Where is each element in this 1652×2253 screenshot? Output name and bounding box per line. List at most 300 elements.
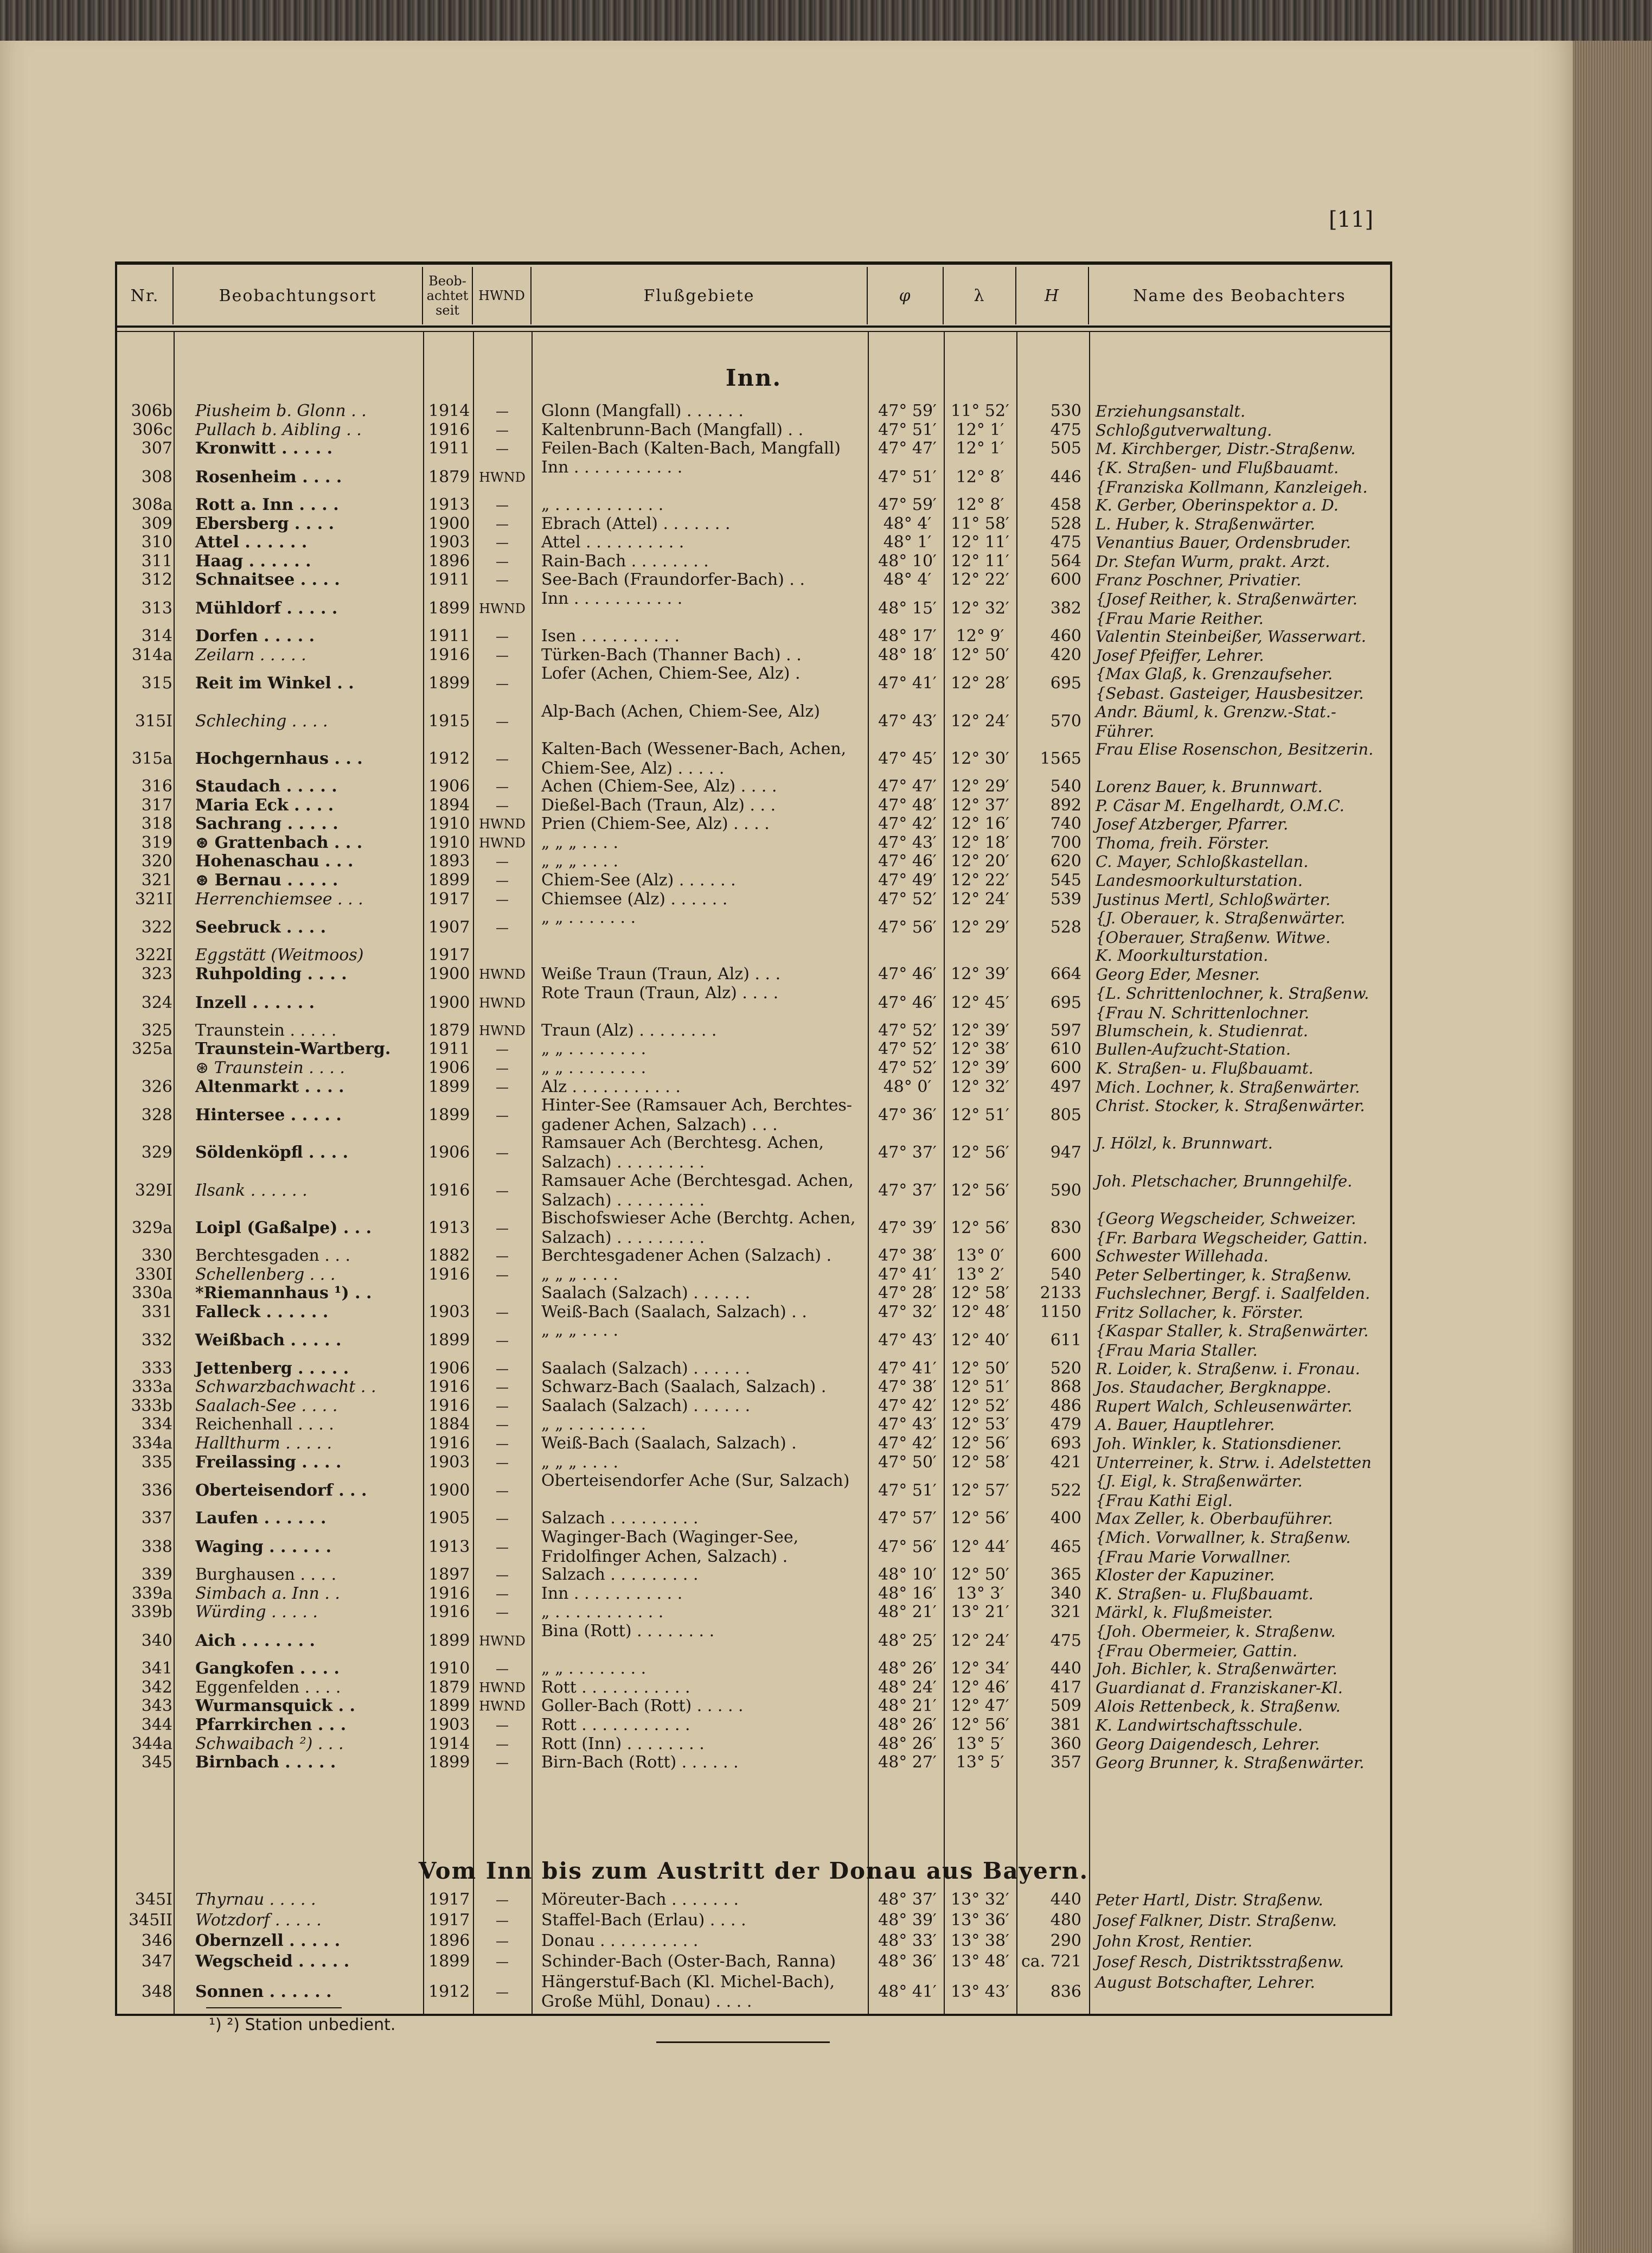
station-place: Dorfen . . . . . [195, 627, 315, 646]
header-rule [115, 325, 1392, 328]
observed-since: 1903 [428, 1715, 470, 1734]
river-basin: Weiß-Bach (Saalach, Salzach) . [541, 1434, 797, 1453]
observed-since: 1899 [428, 674, 470, 693]
latitude: 47° 45′ [878, 749, 937, 768]
station-number: 315a [131, 749, 172, 768]
station-place: Pfarrkirchen . . . [195, 1715, 347, 1734]
longitude: 12° 20′ [951, 852, 1009, 871]
latitude: 47° 32′ [878, 1302, 937, 1322]
longitude: 12° 52′ [951, 1396, 1009, 1415]
elevation: 446 [1050, 467, 1081, 487]
observer-name: J. Hölzl, k. Brunnwart. [1096, 1134, 1273, 1153]
elevation: 610 [1050, 1039, 1081, 1059]
observer-name: Fuchslechner, Bergf. i. Saalfelden. [1096, 1284, 1371, 1303]
river-basin: Salzach . . . . . . . . . [541, 1565, 699, 1585]
observed-since: 1899 [428, 599, 470, 618]
observer-name: {J. Oberauer, k. Straßenwärter. [1096, 909, 1346, 928]
station-number: 323 [141, 965, 172, 984]
observed-since: 1916 [428, 1265, 470, 1284]
observer-name: Joh. Winkler, k. Stationsdiener. [1096, 1434, 1342, 1453]
observer-name: {Josef Reither, k. Straßenwärter. [1096, 590, 1358, 608]
station-number: 307 [141, 439, 172, 458]
station-number: 338 [141, 1537, 172, 1556]
header-beob-seit-line1: Beob- [428, 273, 466, 289]
latitude: 47° 43′ [878, 1331, 937, 1350]
elevation: 947 [1050, 1143, 1081, 1163]
hwnd-flag: — [496, 516, 509, 532]
hwnd-flag: — [496, 676, 509, 692]
observer-name: Valentin Steinbeißer, Wasserwart. [1096, 627, 1367, 646]
station-place: Hallthurm . . . . . [195, 1434, 332, 1453]
river-basin: „ „ „ . . . . [541, 852, 618, 871]
station-number: 312 [141, 570, 172, 590]
elevation: 600 [1050, 1246, 1081, 1265]
station-place: Ebersberg . . . . [195, 514, 335, 533]
hwnd-flag: HWND [479, 1023, 526, 1038]
river-basin: Hängerstuf-Bach (Kl. Michel-Bach), [541, 1973, 835, 1992]
station-number: 339b [131, 1603, 172, 1622]
latitude: 47° 43′ [878, 833, 937, 852]
station-number: 324 [141, 993, 172, 1012]
observer-name: {L. Schrittenlochner, k. Straßenw. [1096, 984, 1369, 1003]
station-place: Schleching . . . . [195, 711, 328, 731]
table-row [115, 1715, 1392, 1735]
latitude: 48° 27′ [878, 1753, 937, 1772]
river-basin: Saalach (Salzach) . . . . . . [541, 1284, 751, 1303]
river-basin: Kalten-Bach (Wessener-Bach, Achen, [541, 739, 847, 758]
station-number: 343 [141, 1696, 172, 1716]
elevation: 540 [1050, 1265, 1081, 1284]
station-place: Pullach b. Aibling . . [195, 420, 362, 439]
observer-name: {Max Glaß, k. Grenzaufseher. [1096, 665, 1333, 684]
elevation: 357 [1050, 1753, 1081, 1772]
latitude: 48° 37′ [878, 1890, 937, 1909]
hwnd-flag: — [496, 497, 509, 513]
elevation: ca. 721 [1021, 1952, 1081, 1971]
river-basin: Oberteisendorfer Ache (Sur, Salzach) [541, 1471, 850, 1491]
observed-since: 1906 [428, 1058, 470, 1077]
elevation: 421 [1050, 1452, 1081, 1472]
hwnd-flag: — [496, 441, 509, 457]
station-number: 330 [141, 1246, 172, 1265]
river-basin: Glonn (Mangfall) . . . . . . [541, 401, 744, 420]
observer-name: Fritz Sollacher, k. Förster. [1096, 1303, 1304, 1322]
river-basin: Rott (Inn) . . . . . . . . [541, 1734, 705, 1753]
station-place: Ruhpolding . . . . [195, 965, 347, 984]
station-place: Falleck . . . . . . [195, 1302, 329, 1322]
latitude: 48° 4′ [883, 570, 932, 590]
observed-since: 1903 [428, 1452, 470, 1472]
hwnd-flag: — [496, 1248, 509, 1263]
header-phi: φ [868, 267, 944, 324]
hwnd-flag: — [496, 1913, 509, 1928]
longitude: 12° 58′ [951, 1452, 1009, 1472]
observer-name: Franz Poschner, Privatier. [1096, 571, 1302, 590]
station-number: 348 [141, 1982, 172, 2001]
table-row [115, 1734, 1392, 1754]
hwnd-flag: — [496, 1304, 509, 1320]
station-place: Wotzdorf . . . . . [195, 1911, 322, 1930]
observer-name: Lorenz Bauer, k. Brunnwart. [1096, 777, 1323, 796]
station-number: 308 [141, 467, 172, 487]
book-page-edges [1573, 33, 1652, 2253]
elevation: 1565 [1040, 749, 1081, 768]
river-basin: Bina (Rott) . . . . . . . . [541, 1622, 715, 1641]
observed-since: 1912 [428, 749, 470, 768]
latitude: 47° 41′ [878, 1358, 937, 1378]
elevation: 475 [1050, 420, 1081, 439]
river-basin: Weiße Traun (Traun, Alz) . . . [541, 965, 781, 984]
station-number: 318 [141, 814, 172, 834]
station-number: 310 [141, 533, 172, 552]
elevation: 700 [1050, 833, 1081, 852]
latitude: 47° 42′ [878, 1434, 937, 1453]
footnote: ¹) ²) Station unbedient. [209, 2015, 396, 2034]
river-basin: Dießel-Bach (Traun, Alz) . . . [541, 795, 776, 815]
observer-name-line2: {Frau Marie Reither. [1096, 609, 1264, 628]
longitude: 12° 11′ [951, 533, 1009, 552]
observed-since: 1899 [428, 1631, 470, 1650]
observer-name: M. Kirchberger, Distr.-Straßenw. [1096, 439, 1356, 458]
latitude: 48° 0′ [883, 1077, 932, 1096]
latitude: 47° 47′ [878, 439, 937, 458]
station-number: 339a [131, 1584, 172, 1603]
table-row [115, 965, 1392, 984]
station-place: Wurmansquick . . [195, 1696, 355, 1716]
observed-since: 1911 [428, 439, 470, 458]
river-basin: „ „ „ . . . . [541, 1452, 618, 1472]
elevation: 340 [1050, 1584, 1081, 1603]
river-basin: „ „ . . . . . . . . [541, 1659, 646, 1678]
observed-since: 1879 [428, 1677, 470, 1697]
longitude: 12° 38′ [951, 1039, 1009, 1059]
station-number: 315 [141, 674, 172, 693]
hwnd-flag: — [496, 1483, 509, 1499]
book-cover-top [0, 0, 1652, 41]
observed-since: 1916 [428, 420, 470, 439]
hwnd-flag: — [496, 553, 509, 569]
longitude: 13° 32′ [951, 1890, 1009, 1909]
observer-name: Max Zeller, k. Oberbauführer. [1096, 1509, 1333, 1528]
observed-since: 1910 [428, 814, 470, 834]
elevation: 440 [1050, 1659, 1081, 1678]
station-place: Laufen . . . . . . [195, 1509, 326, 1528]
longitude: 12° 50′ [951, 1358, 1009, 1378]
table-row [115, 890, 1392, 909]
observed-since: 1897 [428, 1565, 470, 1585]
latitude: 47° 52′ [878, 1058, 937, 1077]
longitude: 12° 16′ [951, 814, 1009, 834]
observer-name: Blumschein, k. Studienrat. [1096, 1021, 1309, 1040]
table-row [115, 570, 1392, 590]
station-number: 333a [131, 1377, 172, 1397]
observer-name: {J. Eigl, k. Straßenwärter. [1096, 1472, 1303, 1491]
observer-name: Josef Atzberger, Pfarrer. [1096, 815, 1289, 834]
table-row [115, 1453, 1392, 1472]
latitude: 47° 52′ [878, 1020, 937, 1040]
table-row [115, 1171, 1392, 1210]
latitude: 48° 21′ [878, 1696, 937, 1716]
hwnd-flag: — [496, 751, 509, 767]
latitude: 47° 46′ [878, 852, 937, 871]
table-row [115, 1509, 1392, 1528]
hwnd-flag: HWND [479, 835, 526, 851]
observed-since: 1916 [428, 1584, 470, 1603]
station-place: Waging . . . . . . [195, 1537, 332, 1556]
longitude: 12° 51′ [951, 1377, 1009, 1397]
page-number: [11] [1329, 207, 1374, 232]
observed-since: 1914 [428, 1734, 470, 1753]
hwnd-flag: — [496, 1333, 509, 1349]
header-beob-seit-line3: seit [436, 302, 459, 318]
table-row [115, 852, 1392, 871]
observer-name: Kloster der Kapuziner. [1096, 1566, 1275, 1585]
table-row [115, 1021, 1392, 1041]
river-basin: Bischofswieser Ache (Berchtg. Achen, [541, 1208, 856, 1228]
station-place: Rosenheim . . . . [195, 467, 342, 487]
elevation: 290 [1050, 1931, 1081, 1950]
table-row [115, 1434, 1392, 1453]
hwnd-flag: — [496, 1567, 509, 1583]
river-basin: Lofer (Achen, Chiem-See, Alz) . [541, 664, 801, 684]
observer-name: Josef Resch, Distriktsstraßenw. [1096, 1952, 1344, 1971]
table-row [115, 457, 1392, 496]
table-row [115, 908, 1392, 947]
elevation: 590 [1050, 1180, 1081, 1200]
header-flussgebiete: Flußgebiete [532, 267, 868, 324]
longitude: 12° 56′ [951, 1180, 1009, 1200]
station-place: Hochgernhaus . . . [195, 749, 363, 768]
table-row [115, 1622, 1392, 1660]
latitude: 47° 42′ [878, 814, 937, 834]
elevation: 695 [1050, 993, 1081, 1012]
longitude: 12° 47′ [951, 1696, 1009, 1716]
table-row [115, 1039, 1392, 1059]
latitude: 48° 36′ [878, 1952, 937, 1971]
latitude: 47° 50′ [878, 1452, 937, 1472]
latitude: 48° 10′ [878, 551, 937, 571]
river-basin-line2: Salzach) . . . . . . . . . [541, 1153, 705, 1172]
elevation: 417 [1050, 1677, 1081, 1697]
latitude: 47° 39′ [878, 1218, 937, 1237]
elevation: 475 [1050, 1631, 1081, 1650]
hwnd-flag: HWND [479, 1699, 526, 1714]
station-number: 308a [131, 495, 172, 514]
observed-since: 1899 [428, 1077, 470, 1096]
station-number: 320 [141, 852, 172, 871]
elevation: 836 [1050, 1982, 1081, 2001]
longitude: 12° 32′ [951, 1077, 1009, 1096]
observer-name: Justinus Mertl, Schloßwärter. [1096, 890, 1331, 909]
observer-name-line2: {Frau Marie Vorwallner. [1096, 1548, 1291, 1566]
station-table [115, 261, 1392, 2034]
longitude: 12° 9′ [956, 627, 1004, 646]
station-place: Zeilarn . . . . . [195, 645, 306, 665]
latitude: 47° 57′ [878, 1509, 937, 1528]
table-row [115, 646, 1392, 665]
station-place: Eggenfelden . . . . [195, 1677, 341, 1697]
river-basin: Staffel-Bach (Erlau) . . . . [541, 1911, 746, 1930]
elevation: 509 [1050, 1696, 1081, 1716]
observed-since: 1915 [428, 711, 470, 731]
latitude: 47° 38′ [878, 1246, 937, 1265]
longitude: 12° 53′ [951, 1415, 1009, 1434]
station-place: Staudach . . . . . [195, 777, 337, 796]
observer-name-line2: {Fr. Barbara Wegscheider, Gattin. [1096, 1228, 1368, 1247]
longitude: 13° 5′ [956, 1734, 1004, 1753]
elevation: 740 [1050, 814, 1081, 834]
table-row [115, 1753, 1392, 1772]
station-number: 317 [141, 795, 172, 815]
elevation: 420 [1050, 645, 1081, 665]
table-row [115, 589, 1392, 628]
longitude: 13° 48′ [951, 1952, 1009, 1971]
observer-name-line2: {Frau Maria Staller. [1096, 1341, 1258, 1360]
station-number: 319 [141, 833, 172, 852]
river-basin-line2: Salzach) . . . . . . . . . [541, 1190, 705, 1210]
station-place: Simbach a. Inn . . [195, 1584, 340, 1603]
hwnd-flag: — [496, 647, 509, 663]
station-place: Hintersee . . . . . [195, 1106, 342, 1125]
longitude: 12° 51′ [951, 1106, 1009, 1125]
river-basin: Achen (Chiem-See, Alz) . . . . [541, 777, 777, 796]
longitude: 12° 56′ [951, 1143, 1009, 1163]
observed-since: 1900 [428, 965, 470, 984]
hwnd-flag: — [496, 404, 509, 419]
elevation: 892 [1050, 795, 1081, 815]
longitude: 12° 22′ [951, 570, 1009, 590]
observed-since: 1905 [428, 1509, 470, 1528]
station-place: Würding . . . . . [195, 1603, 318, 1622]
observer-name: Bullen-Aufzucht-Station. [1096, 1040, 1291, 1059]
elevation: 400 [1050, 1509, 1081, 1528]
header-hwnd: HWND [473, 267, 532, 324]
station-place: Saalach-See . . . . [195, 1396, 338, 1415]
longitude: 11° 58′ [951, 514, 1009, 533]
station-number: 328 [141, 1106, 172, 1125]
hwnd-flag: HWND [479, 995, 526, 1011]
observer-name: Peter Hartl, Distr. Straßenw. [1096, 1891, 1323, 1909]
elevation: 480 [1050, 1911, 1081, 1930]
station-number: 329I [135, 1180, 172, 1200]
longitude: 12° 39′ [951, 1020, 1009, 1040]
observer-name: Georg Daigendesch, Lehrer. [1096, 1734, 1320, 1753]
latitude: 48° 10′ [878, 1565, 937, 1585]
station-number: 333b [131, 1396, 172, 1415]
footnote-rule [206, 2007, 342, 2008]
river-basin-line2: gadener Achen, Salzach) . . . [541, 1115, 778, 1135]
observer-name: {Joh. Obermeier, k. Straßenw. [1096, 1622, 1336, 1641]
observer-name: Guardianat d. Franziskaner-Kl. [1096, 1678, 1343, 1697]
station-place: Altenmarkt . . . . [195, 1077, 344, 1096]
longitude: 12° 39′ [951, 1058, 1009, 1077]
observed-since: 1916 [428, 1377, 470, 1397]
elevation: 805 [1050, 1106, 1081, 1125]
hwnd-flag: — [496, 1892, 509, 1907]
latitude: 48° 26′ [878, 1734, 937, 1753]
latitude: 48° 26′ [878, 1715, 937, 1734]
table-row [115, 1321, 1392, 1360]
observer-name-line2: {Frau Kathi Eigl. [1096, 1491, 1233, 1510]
elevation: 570 [1050, 711, 1081, 731]
observed-since: 1907 [428, 918, 470, 937]
observer-name: Landesmoorkulturstation. [1096, 871, 1303, 890]
observer-name: Erziehungsanstalt. [1096, 402, 1246, 420]
longitude: 13° 43′ [951, 1982, 1009, 2001]
hwnd-flag: — [496, 1718, 509, 1733]
latitude: 48° 1′ [883, 533, 932, 552]
longitude: 13° 3′ [956, 1584, 1004, 1603]
hwnd-flag: — [496, 1605, 509, 1620]
station-number: 337 [141, 1509, 172, 1528]
table-row [115, 1931, 1392, 1951]
latitude: 47° 46′ [878, 965, 937, 984]
observed-since: 1916 [428, 1396, 470, 1415]
longitude: 12° 50′ [951, 645, 1009, 665]
table-row [115, 664, 1392, 703]
observed-since: 1913 [428, 1218, 470, 1237]
river-basin: Donau . . . . . . . . . . [541, 1931, 699, 1950]
observed-since: 1879 [428, 1020, 470, 1040]
station-place: Schnaitsee . . . . [195, 570, 340, 590]
river-basin: Chiem-See (Alz) . . . . . . [541, 871, 736, 890]
observed-since: 1906 [428, 777, 470, 796]
elevation: 539 [1050, 889, 1081, 909]
hwnd-flag: — [496, 1436, 509, 1451]
elevation: 545 [1050, 871, 1081, 890]
observed-since: 1916 [428, 1603, 470, 1622]
observer-name: K. Straßen- u. Flußbauamt. [1096, 1584, 1314, 1603]
hwnd-flag: — [496, 1183, 509, 1198]
observed-since: 1911 [428, 1039, 470, 1059]
latitude: 47° 46′ [878, 993, 937, 1012]
hwnd-flag: — [496, 854, 509, 870]
table-row [115, 439, 1392, 458]
table-row [115, 1584, 1392, 1604]
hwnd-flag: — [496, 1108, 509, 1124]
table-row [115, 1911, 1392, 1930]
header-rule-double [115, 331, 1392, 332]
header-beobachtungsort: Beobachtungsort [174, 267, 423, 324]
hwnd-flag: — [496, 1220, 509, 1236]
station-number: 345I [135, 1890, 172, 1909]
river-basin: „ „ . . . . . . . . [541, 1058, 646, 1077]
station-place: Piusheim b. Glonn . . [195, 401, 367, 420]
station-place: Haag . . . . . . [195, 551, 311, 571]
longitude: 12° 56′ [951, 1218, 1009, 1237]
hwnd-flag: — [496, 779, 509, 794]
river-basin: Rott . . . . . . . . . . . [541, 1715, 690, 1734]
elevation: 486 [1050, 1396, 1081, 1415]
hwnd-flag: HWND [479, 967, 526, 982]
observed-since: 1913 [428, 1537, 470, 1556]
hwnd-flag: — [496, 891, 509, 907]
table-row [115, 1096, 1392, 1135]
longitude: 12° 46′ [951, 1677, 1009, 1697]
river-basin: Inn . . . . . . . . . . . [541, 457, 683, 477]
elevation: 693 [1050, 1434, 1081, 1453]
latitude: 48° 16′ [878, 1584, 937, 1603]
observed-since: 1916 [428, 1434, 470, 1453]
observed-since: 1916 [428, 645, 470, 665]
observer-name: Frau Elise Rosenschon, Besitzerin. [1096, 739, 1374, 758]
station-number: 336 [141, 1481, 172, 1501]
elevation: 479 [1050, 1415, 1081, 1434]
station-number: 340 [141, 1631, 172, 1650]
observed-since: 1917 [428, 1911, 470, 1930]
station-number: 329 [141, 1143, 172, 1163]
latitude: 48° 41′ [878, 1982, 937, 2001]
